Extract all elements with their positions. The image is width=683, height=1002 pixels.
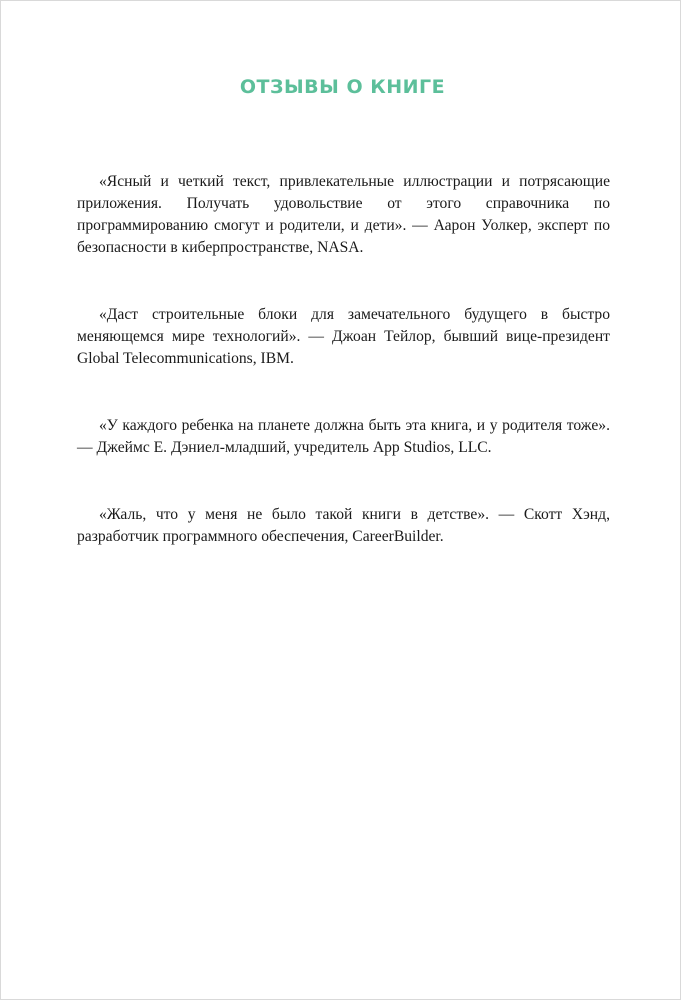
review-quote: «Жаль, что у меня не было такой книги в детстве». — Скотт Хэнд, разработчик программного обеспечения, CareerBuilder. bbox=[77, 506, 610, 545]
page-title: ОТЗЫВЫ О КНИГЕ bbox=[239, 76, 446, 98]
review-quote: «Ясный и четкий текст, привлекательные иллюстрации и потрясающие приложения. Получать удовольствие от этого справочника по программированию смогут и родители, и дети». — Аарон Уолкер, эксперт по безопасности в киберпространстве, NASA. bbox=[77, 173, 610, 256]
review-quote: «У каждого ребенка на планете должна быть эта книга, и у родителя тоже». — Джеймс Е. Дэниел-младший, учредитель App Studios, LLC. bbox=[77, 417, 610, 456]
review-quote: «Даст строительные блоки для замечательного будущего в быстро меняющемся мире технологий». — Джоан Тейлор, бывший вице-президент Global Telecommunications, IBM. bbox=[77, 306, 610, 367]
reviews-list bbox=[77, 171, 610, 593]
